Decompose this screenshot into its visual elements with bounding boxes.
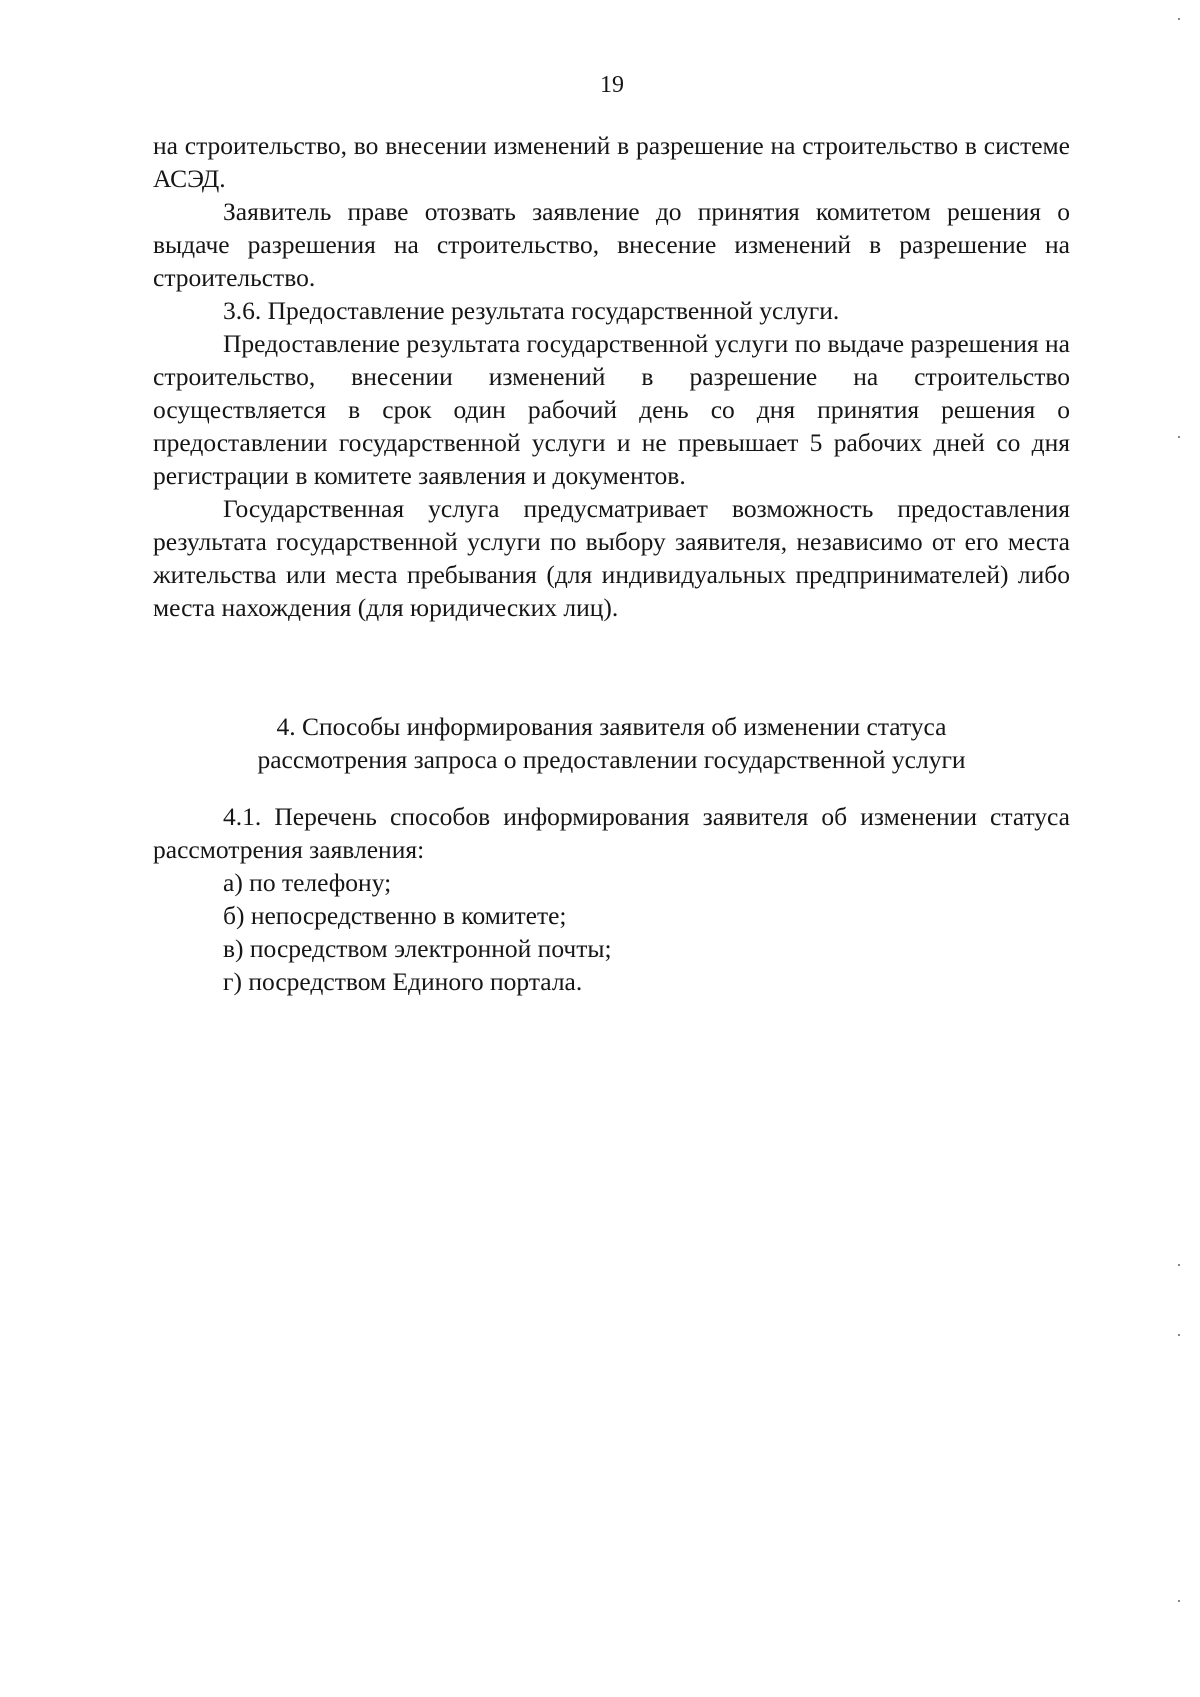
scan-edge-mark	[1178, 1334, 1180, 1336]
section-4-heading	[153, 710, 1070, 776]
scan-edge-mark	[1178, 1600, 1180, 1602]
list-item: б) непосредственно в комитете;	[223, 901, 567, 930]
scan-edge-mark	[1178, 1264, 1180, 1266]
paragraph-withdrawal: Заявитель праве отозвать заявление до принятия комитетом решения о выдаче разрешения на строительство, внесение изменений в разрешение на строительство.	[153, 197, 1070, 292]
scan-edge-mark	[1178, 18, 1180, 20]
list-item: г) посредством Единого портала.	[223, 967, 583, 996]
page-number: 19	[600, 72, 624, 98]
paragraph-continuation: на строительство, во внесении изменений в разрешение на строительство в системе АСЭД.	[153, 131, 1070, 193]
paragraph-result-terms: Предоставление результата государственной услуги по выдаче разрешения на строительство, внесении изменений в разрешение на строительство осуществляется в срок один рабочий день со дня принятия решения о предоставлении государственной услуги и не превышает 5 рабочих дней со дня регистрации в комитете заявления и документов.	[153, 329, 1070, 490]
subsection-4-1-intro: 4.1. Перечень способов информирования заявителя об изменении статуса рассмотрения заявления:	[153, 802, 1070, 864]
section-4-heading-line-1: 4. Способы информирования заявителя об изменении статуса	[276, 712, 947, 741]
section-3-continuation	[153, 129, 1070, 624]
section-4-body	[153, 800, 1070, 998]
scan-edge-mark	[1178, 436, 1180, 438]
subsection-3-6-title: 3.6. Предоставление результата государственной услуги.	[223, 296, 840, 325]
list-item: а) по телефону;	[223, 868, 392, 897]
paragraph-result-choice: Государственная услуга предусматривает возможность предоставления результата государственной услуги по выбору заявителя, независимо от его места жительства или места пребывания (для индивидуальных предпринимателей) либо места нахождения (для юридических лиц).	[153, 494, 1070, 622]
section-4-heading-line-2: рассмотрения запроса о предоставлении государственной услуги	[257, 745, 966, 774]
list-item: в) посредством электронной почты;	[223, 934, 612, 963]
